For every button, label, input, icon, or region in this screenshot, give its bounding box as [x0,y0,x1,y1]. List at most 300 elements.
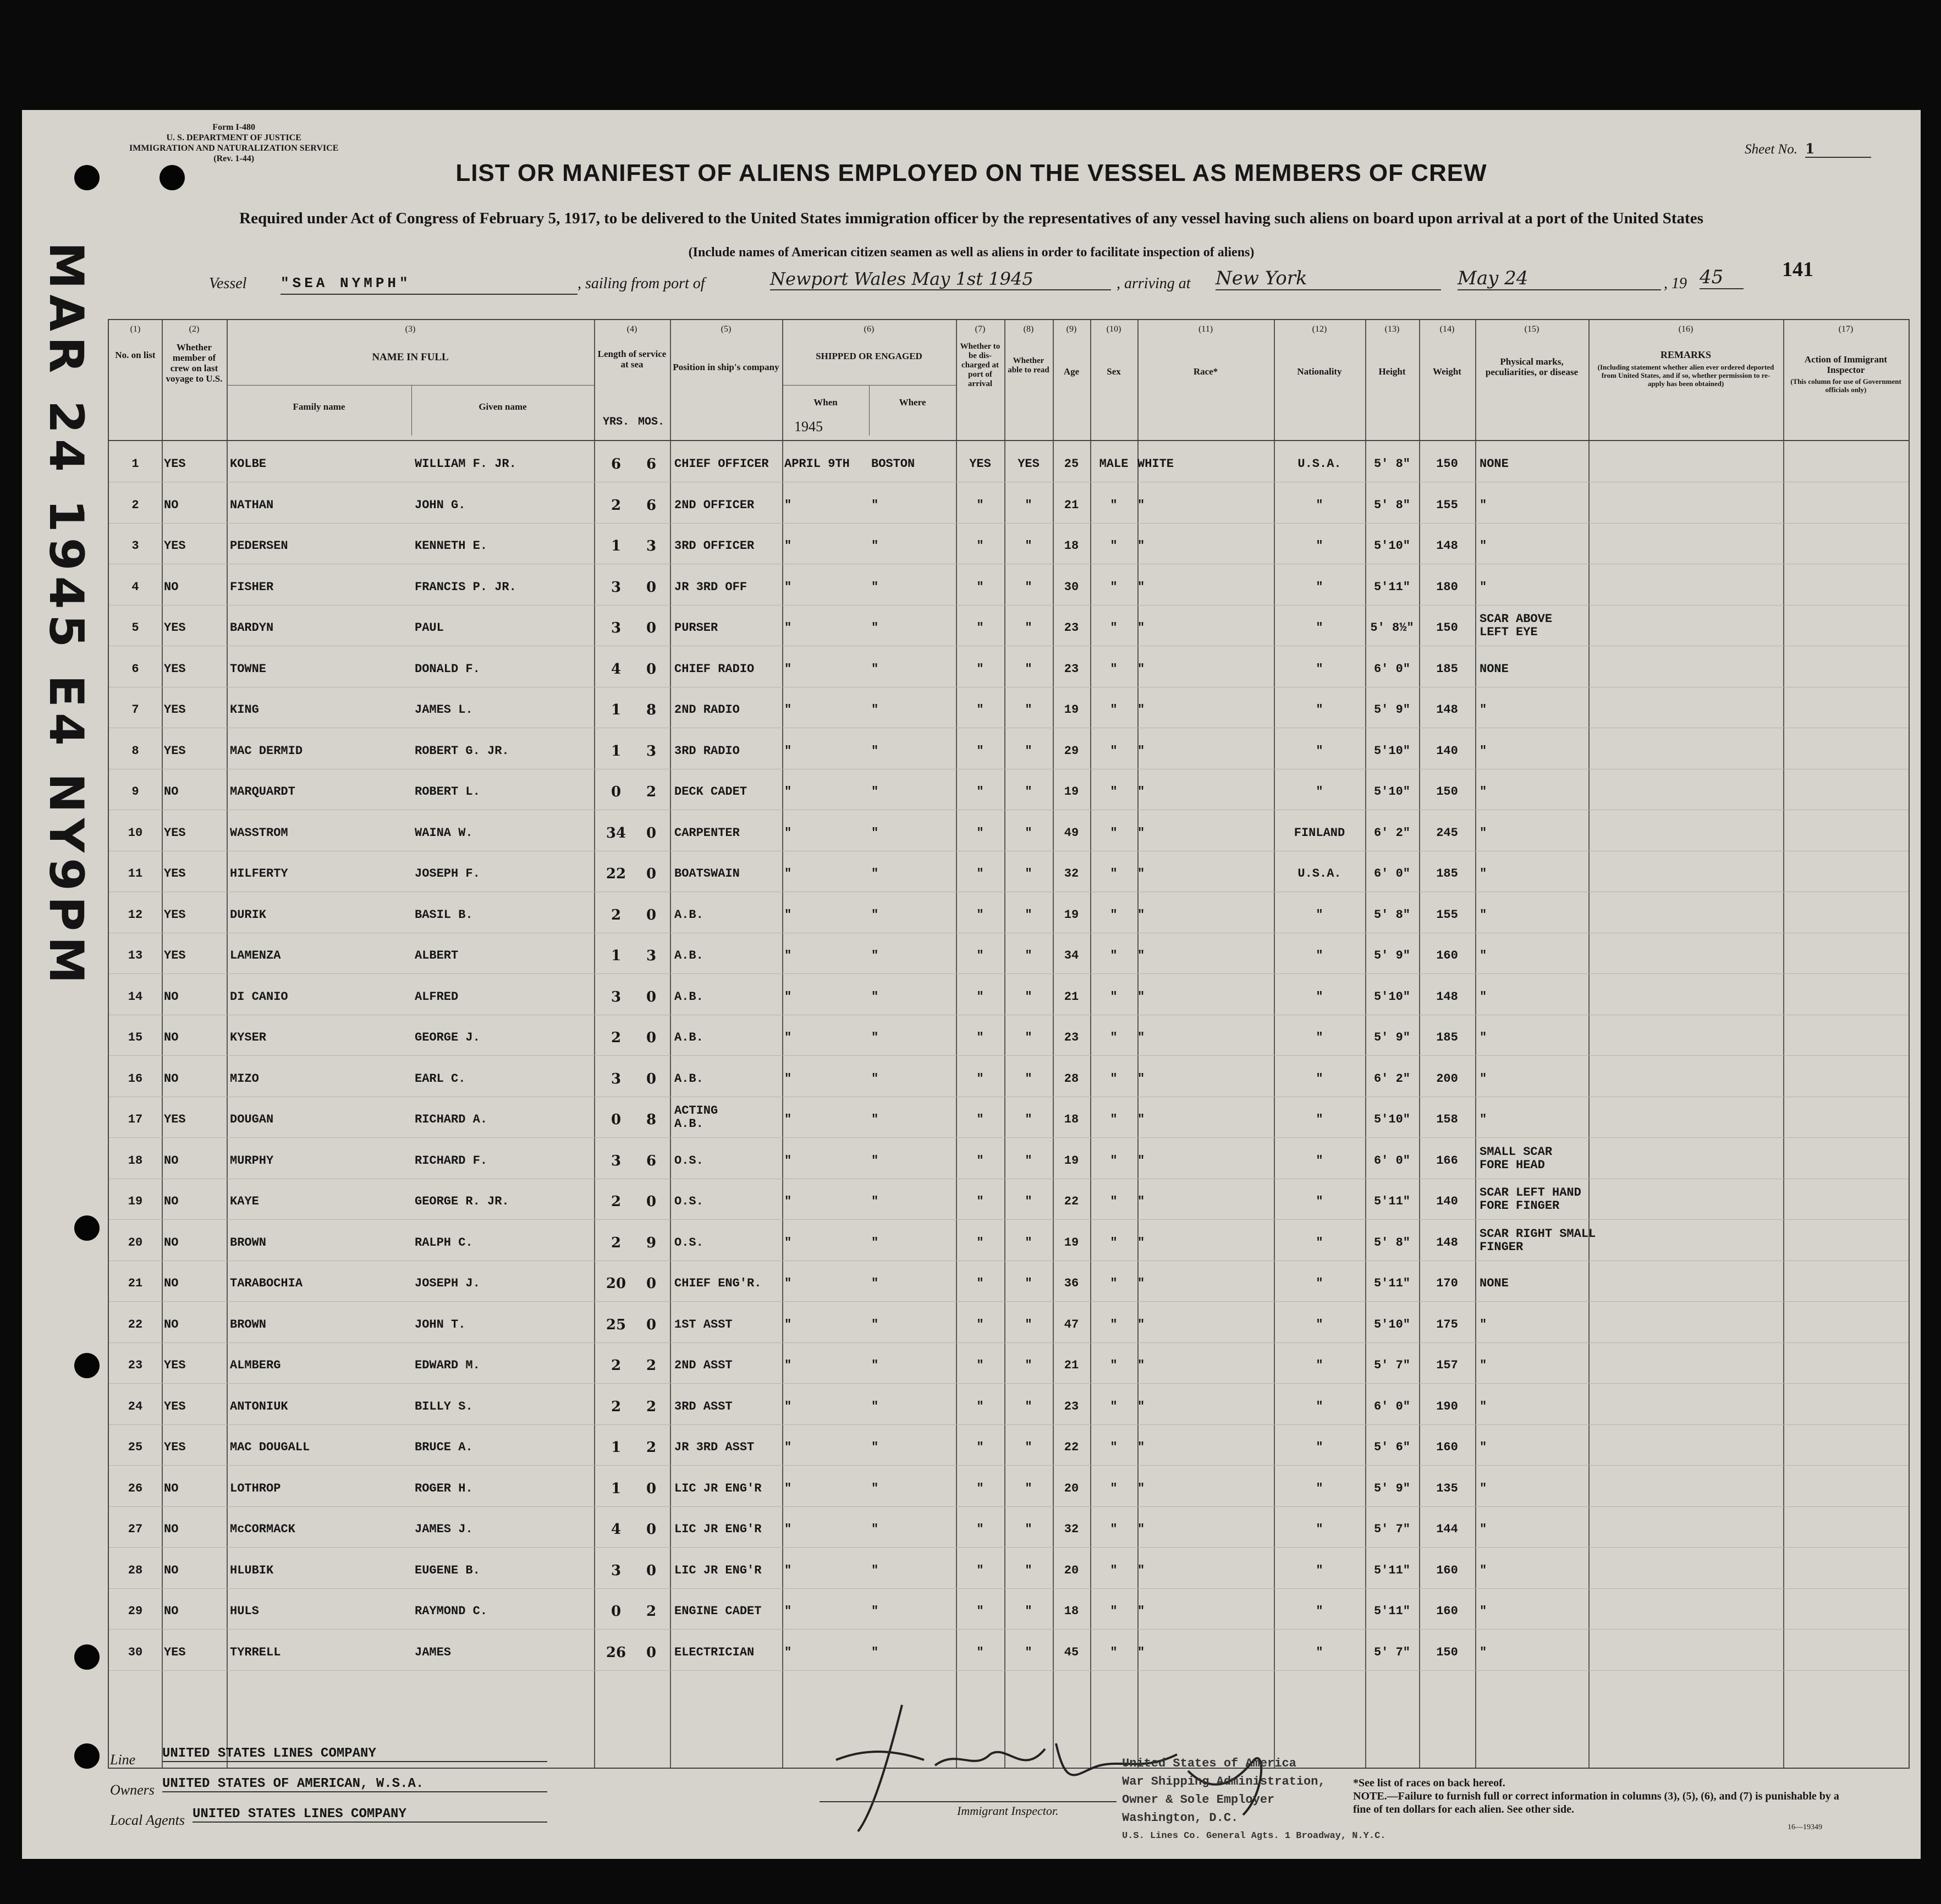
cell-read: " [1025,1276,1032,1290]
cell-height: 5' 7" [1373,1358,1410,1372]
cell-age: 22 [1064,1440,1079,1454]
cell-cit: YES [164,1358,186,1372]
cell-position: 2ND ASST [674,1358,733,1372]
cell-where: " [871,1645,879,1659]
cell-marks: " [1480,826,1487,840]
cell-where: " [871,580,879,594]
cell-read: " [1025,1113,1032,1126]
header-where: Where [899,397,926,408]
cell-weight: 160 [1436,1440,1458,1454]
cell-position: O.S. [674,1195,703,1208]
cell-marks: " [1480,1563,1487,1577]
row-rule [109,1506,1909,1507]
manifest-sheet [22,110,1921,1859]
cell-dis: YES [969,457,991,471]
cell-where: " [871,1317,879,1331]
cell-height: 5' 7" [1373,1645,1410,1659]
cell-read: " [1025,539,1032,553]
cell-read: " [1025,744,1032,758]
cell-read: " [1025,907,1032,922]
cell-height: 5'11" [1373,1604,1410,1618]
cell-marks: " [1480,539,1487,553]
cell-cit: NO [164,1235,179,1250]
cell-no: 30 [128,1645,143,1659]
cell-nat: " [1316,1358,1323,1372]
cell-no: 23 [128,1358,143,1372]
shipped-year: 1945 [794,419,823,434]
agents-label: Local Agents [110,1812,185,1828]
header-age: Age [1063,366,1080,377]
cell-position: O.S. [674,1235,703,1250]
cell-cit: NO [164,498,179,512]
column-number: (16) [1678,324,1693,334]
cell-nat: " [1316,949,1323,962]
cell-dis: " [976,1195,984,1208]
cell-cit: NO [164,785,179,799]
cell-race: " [1137,949,1145,962]
cell-dis: " [976,744,984,758]
cell-when: " [784,1071,792,1086]
cell-read: " [1025,703,1032,717]
cell-family: ALMBERG [230,1358,281,1372]
column-rule [1475,320,1476,1768]
cell-family: HULS [230,1604,259,1618]
cell-height: 5'10" [1373,1317,1410,1331]
cell-weight: 140 [1436,744,1458,758]
cell-nat: " [1316,1195,1323,1208]
cell-read: " [1025,662,1032,676]
cell-when: " [784,1153,792,1168]
cell-age: 36 [1064,1276,1079,1290]
cell-cit: YES [164,457,186,471]
arrival-date: May 24 [1458,267,1661,290]
cell-no: 13 [128,949,143,962]
cell-sex: " [1110,1399,1118,1413]
cell-family: DI CANIO [230,989,288,1004]
cell-cit: YES [164,703,186,717]
cell-cit: YES [164,744,186,758]
cell-family: PEDERSEN [230,539,288,553]
cell-when: " [784,989,792,1004]
cell-given: DONALD F. [415,662,480,676]
cell-cit: NO [164,580,179,594]
cell-height: 5' 9" [1373,703,1410,717]
arriving-label: , arriving at [1117,275,1191,292]
cell-position: CHIEF OFFICER [674,457,769,471]
cell-race: " [1137,907,1145,922]
cell-read: " [1025,1399,1032,1413]
cell-position: CHIEF ENG'R. [674,1276,762,1290]
cell-read: " [1025,1358,1032,1372]
cell-mos: 2 [646,784,657,800]
cell-age: 30 [1064,580,1079,594]
cell-given: RAYMOND C. [415,1604,488,1618]
cell-read: " [1025,1440,1032,1454]
cell-height: 5'11" [1373,1276,1410,1290]
cell-position: 2ND OFFICER [674,498,755,512]
cell-mos: 0 [646,1562,657,1579]
row-rule [109,1670,1909,1671]
cell-sex: " [1110,1031,1118,1044]
cell-race: " [1137,1071,1145,1086]
cell-family: BARDYN [230,621,274,635]
cell-read: " [1025,1071,1032,1086]
header-action-note: (This column for use of Government officials only) [1790,377,1901,394]
cell-where: " [871,989,879,1004]
cell-weight: 150 [1436,1645,1458,1659]
row-rule [109,1383,1909,1384]
cell-weight: 135 [1436,1481,1458,1495]
cell-weight: 155 [1436,498,1458,512]
cell-given: JAMES L. [415,703,473,717]
cell-sex: " [1110,907,1118,922]
cell-weight: 150 [1436,621,1458,635]
cell-yrs: 20 [606,1275,626,1292]
column-number: (12) [1312,324,1327,334]
cell-no: 12 [128,907,143,922]
cell-given: BILLY S. [415,1399,473,1413]
cell-sex: " [1110,539,1118,553]
cell-mos: 0 [646,1030,657,1046]
cell-when: " [784,1235,792,1250]
cell-where: " [871,662,879,676]
cell-read: " [1025,949,1032,962]
cell-marks: " [1480,989,1487,1004]
cell-weight: 185 [1436,867,1458,881]
cell-nat: " [1316,539,1323,553]
cell-where: " [871,1604,879,1618]
cell-dis: " [976,1235,984,1250]
header-nationality: Nationality [1297,366,1342,377]
cell-dis: " [976,662,984,676]
cell-dis: " [976,826,984,840]
cell-family: DURIK [230,907,267,922]
cell-yrs: 1 [611,702,622,718]
cell-no: 27 [128,1522,143,1536]
cell-weight: 140 [1436,1195,1458,1208]
cell-dis: " [976,1440,984,1454]
cell-when: " [784,1195,792,1208]
cell-weight: 180 [1436,580,1458,594]
cell-nat: " [1316,1563,1323,1577]
cell-age: 18 [1064,1113,1079,1126]
cell-age: 34 [1064,949,1079,962]
cell-no: 11 [128,867,143,881]
cell-no: 9 [131,785,139,799]
header-rule [227,385,594,386]
cell-position: 2ND RADIO [674,703,740,717]
cell-height: 6' 2" [1373,826,1410,840]
cell-age: 20 [1064,1481,1079,1495]
cell-nat: " [1316,1522,1323,1536]
cell-family: MAC DOUGALL [230,1440,310,1454]
cell-given: ROGER H. [415,1481,473,1495]
cell-no: 6 [131,662,139,676]
header-marks: Physical marks, peculiarities, or disease [1485,356,1579,377]
cell-sex: " [1110,1276,1118,1290]
cell-cit: NO [164,1481,179,1495]
cell-nat: " [1316,1153,1323,1168]
cell-age: 19 [1064,907,1079,922]
cell-mos: 6 [646,1152,657,1169]
cell-nat: " [1316,580,1323,594]
cell-weight: 160 [1436,949,1458,962]
cell-weight: 170 [1436,1276,1458,1290]
cell-position: ENGINE CADET [674,1604,762,1618]
cell-marks: NONE [1480,1276,1509,1290]
header-remarks-note: (Including statement whether alien ever ordered deported from United States, and if so, whether permission to re-apply has been obtained) [1597,363,1774,388]
cell-mos: 6 [646,456,657,472]
cell-marks: " [1480,1113,1487,1126]
cell-when: " [784,785,792,799]
header-read: Whether able to read [1008,356,1049,375]
cell-sex: " [1110,580,1118,594]
cell-race: " [1137,1276,1145,1290]
cell-yrs: 1 [611,538,622,554]
cell-yrs: 0 [611,784,622,800]
cell-cit: YES [164,1645,186,1659]
cell-weight: 200 [1436,1071,1458,1086]
cell-given: EARL C. [415,1071,466,1086]
row-rule [109,523,1909,524]
arrival-year: 45 [1700,266,1744,289]
cell-where: " [871,498,879,512]
cell-position: DECK CADET [674,785,747,799]
cell-dis: " [976,1153,984,1168]
cell-family: TARABOCHIA [230,1276,303,1290]
cell-nat: " [1316,1113,1323,1126]
cell-when: " [784,498,792,512]
header-yrs: YRS. [602,416,629,428]
cell-family: WASSTROM [230,826,288,840]
cell-nat: " [1316,1481,1323,1495]
cell-position: A.B. [674,949,703,962]
cell-when: " [784,867,792,881]
cell-yrs: 2 [611,497,622,514]
cell-sex: " [1110,1563,1118,1577]
cell-where: " [871,1522,879,1536]
column-number: (14) [1439,324,1455,334]
cell-age: 18 [1064,539,1079,553]
cell-position: A.B. [674,989,703,1004]
cell-position: O.S. [674,1153,703,1168]
cell-marks: " [1480,949,1487,962]
cell-yrs: 0 [611,1603,622,1620]
cell-height: 5' 9" [1373,949,1410,962]
cell-marks: SCAR RIGHT SMALL FINGER [1480,1226,1596,1254]
cell-dis: " [976,1071,984,1086]
cell-cit: YES [164,949,186,962]
cell-where: " [871,621,879,635]
cell-position: PURSER [674,621,718,635]
cell-height: 6' 0" [1373,867,1410,881]
cell-no: 14 [128,989,143,1004]
cell-age: 32 [1064,867,1079,881]
column-rule [227,320,228,1768]
cell-where: " [871,1440,879,1454]
sheet-number: Sheet No. 1 [1745,141,1871,158]
cell-mos: 0 [646,620,657,636]
cell-marks: " [1480,1645,1487,1659]
cell-age: 23 [1064,662,1079,676]
header-bottom-rule [109,440,1909,441]
cell-family: KYSER [230,1031,267,1044]
cell-weight: 150 [1436,457,1458,471]
row-rule [109,973,1909,974]
cell-when: " [784,1645,792,1659]
cell-age: 23 [1064,1399,1079,1413]
cell-when: " [784,703,792,717]
cell-height: 5' 8" [1373,907,1410,922]
cell-read: " [1025,1604,1032,1618]
cell-mos: 2 [646,1398,657,1415]
cell-position: BOATSWAIN [674,867,740,881]
cell-family: BROWN [230,1317,267,1331]
cell-cit: YES [164,1440,186,1454]
cell-position: A.B. [674,1031,703,1044]
cell-height: 5' 6" [1373,1440,1410,1454]
cell-weight: 148 [1436,539,1458,553]
sailing-port: Newport Wales May 1st 1945 [770,268,1111,290]
cell-nat: " [1316,1440,1323,1454]
cell-mos: 2 [646,1603,657,1620]
cell-given: RALPH C. [415,1235,473,1250]
cell-position: A.B. [674,907,703,922]
cell-yrs: 2 [611,1030,622,1046]
row-rule [109,605,1909,606]
cell-when: " [784,580,792,594]
cell-weight: 148 [1436,1235,1458,1250]
cell-sex: " [1110,1645,1118,1659]
cell-cit: YES [164,907,186,922]
cell-family: FISHER [230,580,274,594]
cell-age: 49 [1064,826,1079,840]
cell-position: JR 3RD OFF [674,580,747,594]
cell-read: " [1025,1153,1032,1168]
cell-where: BOSTON [871,457,915,471]
column-number: (17) [1838,324,1854,334]
cell-position: CHIEF RADIO [674,662,755,676]
cell-height: 5'11" [1373,580,1410,594]
cell-height: 5'10" [1373,989,1410,1004]
cell-dis: " [976,1604,984,1618]
column-number: (11) [1198,324,1213,334]
cell-mos: 0 [646,1193,657,1210]
cell-race: " [1137,1481,1145,1495]
cell-nat: " [1316,907,1323,922]
cell-height: 5' 9" [1373,1481,1410,1495]
cell-yrs: 0 [611,1111,622,1128]
cell-given: JAMES J. [415,1522,473,1536]
cell-cit: YES [164,621,186,635]
cell-nat: " [1316,1399,1323,1413]
cell-height: 5'10" [1373,744,1410,758]
cell-dis: " [976,867,984,881]
header-weight: Weight [1433,366,1461,377]
cell-marks: " [1480,1481,1487,1495]
cell-dis: " [976,1276,984,1290]
cell-nat: " [1316,1645,1323,1659]
cell-no: 24 [128,1399,143,1413]
cell-read: " [1025,1481,1032,1495]
cell-age: 21 [1064,1358,1079,1372]
cell-cit: NO [164,989,179,1004]
cell-age: 20 [1064,1563,1079,1577]
cell-given: WAINA W. [415,826,473,840]
row-rule [109,1588,1909,1589]
cell-yrs: 2 [611,906,622,923]
cell-weight: 160 [1436,1604,1458,1618]
cell-when: " [784,1522,792,1536]
cell-where: " [871,1071,879,1086]
cell-yrs: 2 [611,1234,622,1251]
cell-marks: " [1480,1358,1487,1372]
header-action: Action of Immigrant Inspector [1804,354,1888,375]
column-number: (6) [864,324,875,334]
cell-age: 19 [1064,1153,1079,1168]
cell-age: 22 [1064,1195,1079,1208]
cell-sex: " [1110,1153,1118,1168]
cell-where: " [871,1195,879,1208]
cell-sex: " [1110,785,1118,799]
cell-no: 5 [131,621,139,635]
cell-marks: " [1480,744,1487,758]
cell-age: 23 [1064,1031,1079,1044]
header-height: Height [1378,366,1406,377]
cell-weight: 160 [1436,1563,1458,1577]
cell-sex: " [1110,1235,1118,1250]
cell-given: JOHN G. [415,498,466,512]
cell-weight: 157 [1436,1358,1458,1372]
punch-hole [74,1353,100,1378]
cell-height: 5' 8" [1373,1235,1410,1250]
cell-no: 7 [131,703,139,717]
cell-race: " [1137,703,1145,717]
cell-yrs: 22 [606,866,626,882]
row-rule [109,1342,1909,1343]
cell-marks: " [1480,1440,1487,1454]
header-sex: Sex [1107,366,1121,377]
cell-dis: " [976,949,984,962]
cell-cit: NO [164,1195,179,1208]
cell-marks: " [1480,1031,1487,1044]
cell-family: BROWN [230,1235,267,1250]
cell-marks: SMALL SCAR FORE HEAD [1480,1144,1553,1172]
cell-race: " [1137,539,1145,553]
cell-no: 17 [128,1113,143,1126]
cell-race: " [1137,744,1145,758]
header-given: Given name [479,401,527,412]
cell-read: " [1025,1031,1032,1044]
column-rule [162,320,163,1768]
header-rule [869,385,870,436]
cell-age: 19 [1064,703,1079,717]
cell-nat: " [1316,662,1323,676]
cell-read: " [1025,580,1032,594]
cell-sex: " [1110,867,1118,881]
cell-family: TYRRELL [230,1645,281,1659]
cell-dis: " [976,1522,984,1536]
cell-position: LIC JR ENG'R [674,1563,762,1577]
cell-read: " [1025,498,1032,512]
cell-cit: YES [164,826,186,840]
cell-cit: NO [164,1071,179,1086]
cell-marks: " [1480,1317,1487,1331]
cell-cit: YES [164,1399,186,1413]
cell-height: 5'10" [1373,1113,1410,1126]
cell-nat: " [1316,1604,1323,1618]
cell-given: RICHARD A. [415,1113,488,1126]
